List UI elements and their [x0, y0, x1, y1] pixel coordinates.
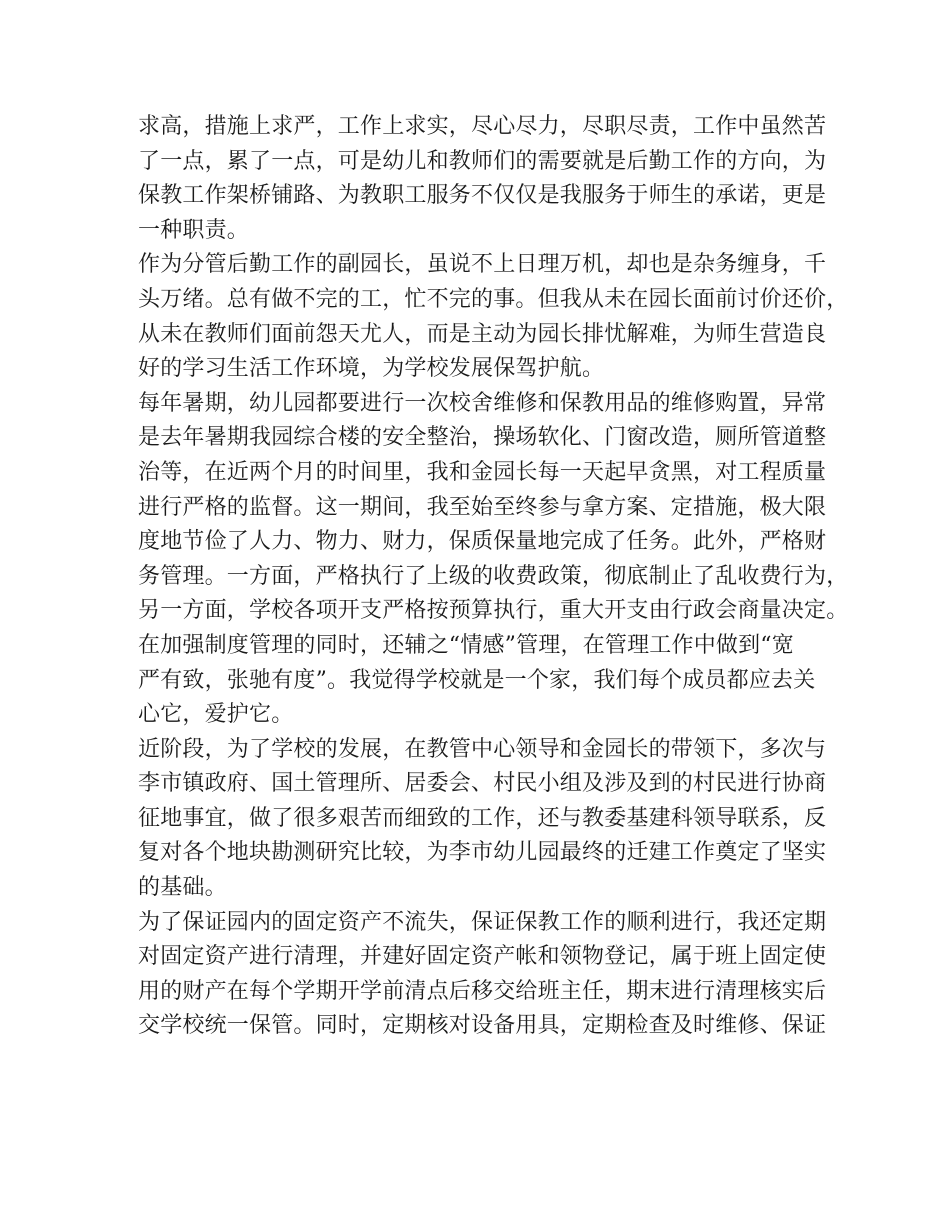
paragraph-4 [138, 733, 828, 906]
text-line: 严有致，张驰有度”。我觉得学校就是一个家，我们每个成员都应去关 [138, 667, 816, 693]
text-line: 治等，在近两个月的时间里，我和金园长每一天起早贪黑，对工程质量 [138, 459, 827, 485]
document-body [138, 110, 849, 1044]
text-line: 为了保证园内的固定资产不流失，保证保教工作的顺利进行，我还定期 [138, 909, 827, 935]
text-line: 求高，措施上求严，工作上求实，尽心尽力，尽职尽责，工作中虽然苦 [138, 114, 827, 139]
text-line: 度地节俭了人力、物力、财力，保质保量地完成了任务。此外，严格财 [138, 529, 827, 555]
text-line: 心它，爱护它。 [138, 702, 294, 728]
text-line: 务管理。一方面，严格执行了上级的收费政策，彻底制止了乱收费行为， [138, 563, 849, 589]
text-line: 好的学习生活工作环境，为学校发展保驾护航。 [138, 356, 605, 382]
text-line: 作为分管后勤工作的副园长，虽说不上日理万机，却也是杂务缠身，千 [138, 252, 827, 278]
text-line: 的基础。 [138, 875, 227, 901]
text-line: 用的财产在每个学期开学前清点后移交给班主任，期末进行清理核实后 [138, 978, 827, 1004]
text-line: 保教工作架桥铺路、为教职工服务不仅仅是我服务于师生的承诺，更是 [138, 183, 827, 209]
text-line: 从未在教师们面前怨天尤人，而是主动为园长排忧解难，为师生营造良 [138, 321, 827, 347]
text-line: 一种职责。 [138, 217, 250, 243]
text-line: 进行严格的监督。这一期间，我至始至终参与拿方案、定措施，极大限 [138, 494, 827, 520]
paragraph-5 [138, 906, 828, 1044]
paragraph-3 [138, 387, 849, 733]
text-line: 复对各个地块勘测研究比较，为李市幼儿园最终的迁建工作奠定了坚实 [138, 840, 827, 866]
text-line: 头万绪。总有做不完的工，忙不完的事。但我从未在园长面前讨价还价， [138, 286, 849, 312]
text-line: 另一方面，学校各项开支严格按预算执行，重大开支由行政会商量决定。 [138, 598, 849, 624]
text-line: 近阶段，为了学校的发展，在教管中心领导和金园长的带领下，多次与 [138, 736, 827, 762]
text-line: 交学校统一保管。同时，定期核对设备用具，定期检查及时维修、保证 [138, 1013, 827, 1039]
paragraph-1 [138, 110, 828, 248]
paragraph-2 [138, 248, 849, 386]
text-line: 征地事宜，做了很多艰苦而细致的工作，还与教委基建科领导联系，反 [138, 805, 827, 831]
text-line: 了一点，累了一点，可是幼儿和教师们的需要就是后勤工作的方向，为 [138, 148, 827, 174]
text-line: 每年暑期，幼儿园都要进行一次校舍维修和保教用品的维修购置，异常 [138, 390, 827, 416]
text-line: 在加强制度管理的同时，还辅之“情感”管理，在管理工作中做到“宽 [138, 632, 794, 658]
text-line: 是去年暑期我园综合楼的安全整治，操场软化、门窗改造，厕所管道整 [138, 425, 827, 451]
text-line: 对固定资产进行清理，并建好固定资产帐和领物登记，属于班上固定使 [138, 944, 827, 970]
text-line: 李市镇政府、国土管理所、居委会、村民小组及涉及到的村民进行协商 [138, 771, 827, 797]
